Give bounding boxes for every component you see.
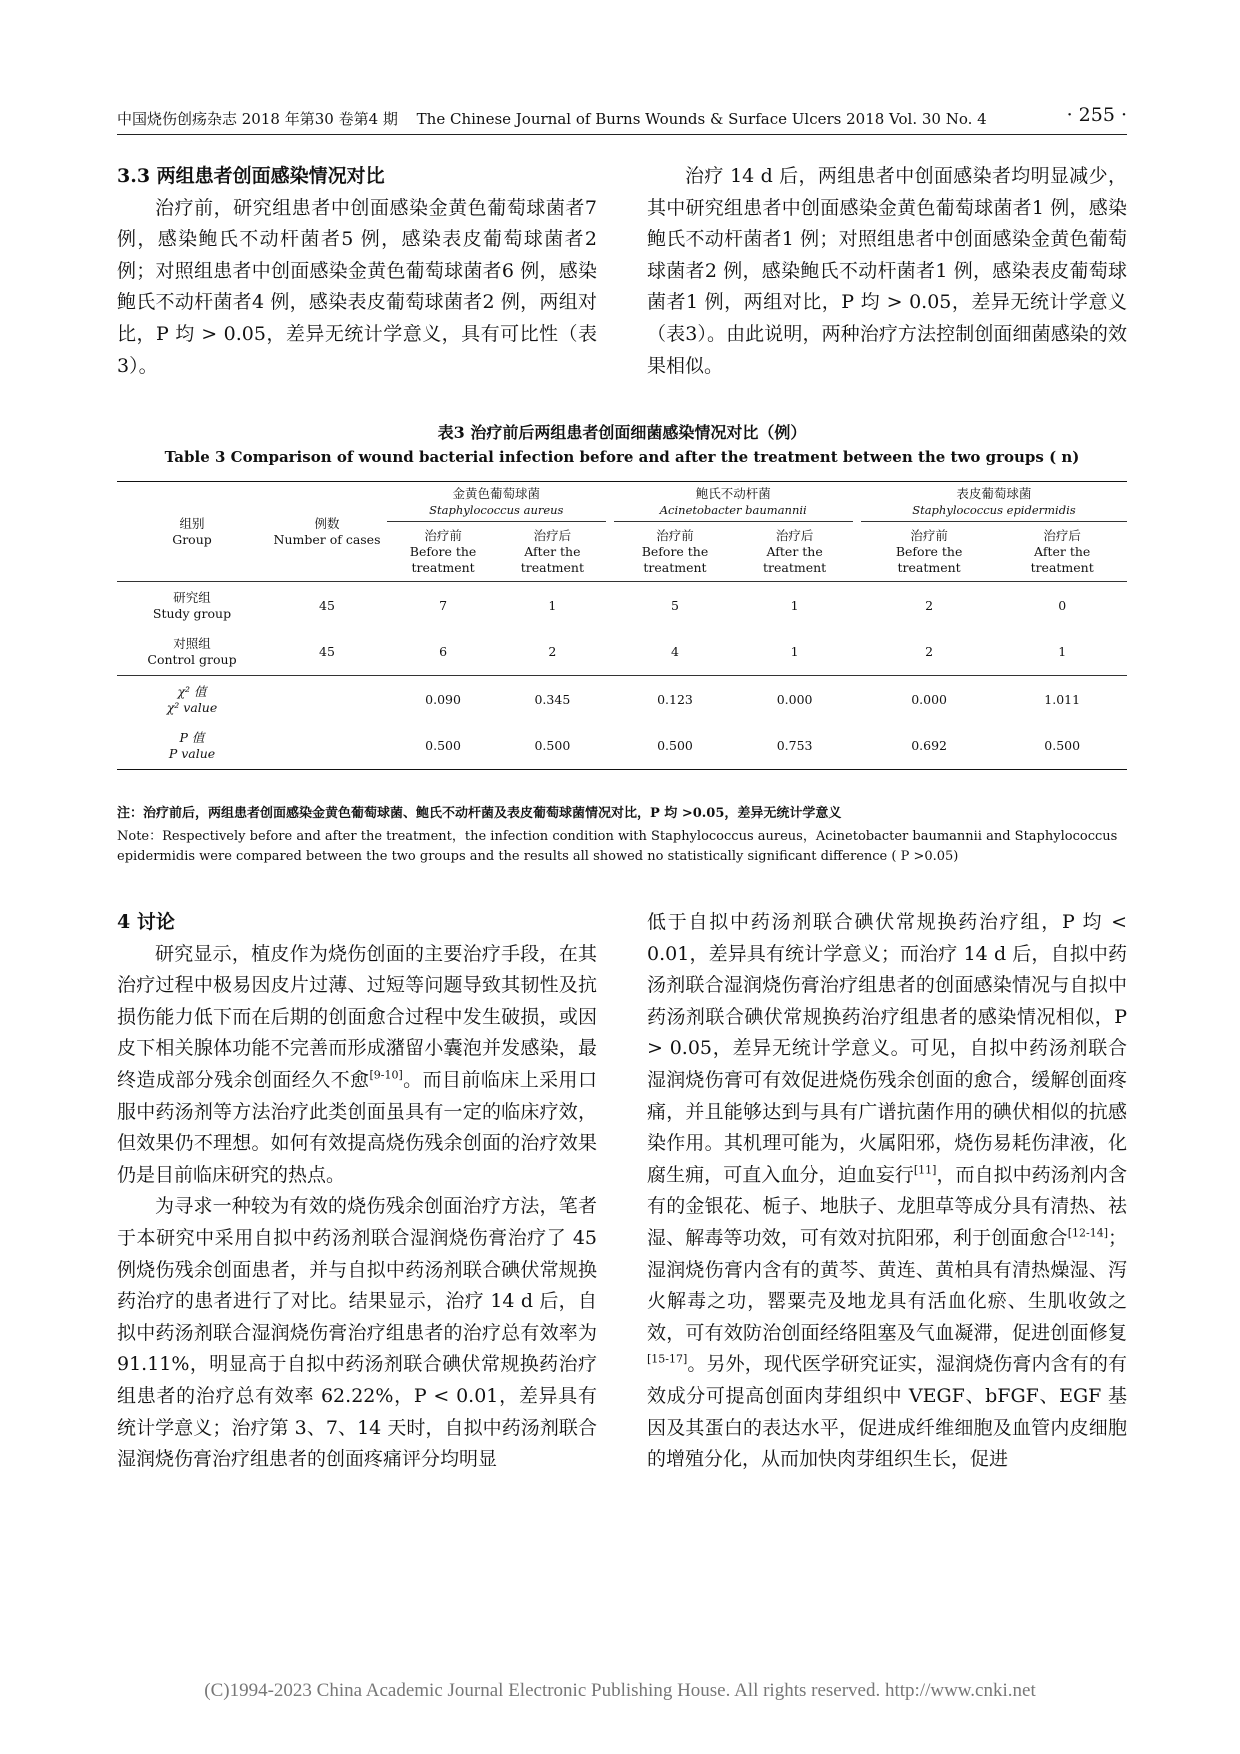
cell: 0.500 [997,724,1127,770]
cell: 7 [439,597,448,613]
cell: 1 [736,630,853,676]
subheader-before: 治疗前 Before the treatment [861,522,997,582]
section-3-3-right [647,161,1127,382]
cell: 0.000 [911,691,947,707]
cell: 0.753 [736,724,853,770]
cell: 0.345 [534,691,571,707]
col-header-cases: 例数 Number of cases [267,482,387,582]
section-3-3-left [117,161,597,382]
subheader-after: 治疗后 After the treatment [499,522,605,582]
table-caption-en: Table 3 Comparison of wound bacterial infection before and after the treatment between the two groups ( n) [164,448,1080,466]
cell: 0.500 [387,724,499,770]
cell: 0.123 [657,691,693,707]
journal-title-en: The Chinese Journal of Burns Wounds & Surface Ulcers 2018 Vol. 30 No. 4 [416,110,987,128]
cell: 1 [548,597,557,613]
cell: 2 [499,630,605,676]
cell: 0.500 [614,724,737,770]
row-label: 对照组 Control group [117,630,267,676]
col-header-staph-aureus: 金黄色葡萄球菌 Staphylococcus aureus [387,482,606,522]
cell: 5 [671,597,679,613]
cell: 6 [387,630,499,676]
cell [267,676,387,724]
section-3-3-para-1: 治疗前，研究组患者中创面感染金黄色葡萄球菌者7 例，感染鲍氏不动杆菌者5 例，感染表皮葡萄球菌者2 例；对照组患者中创面感染金黄色葡萄球菌者6 例，感染鲍氏不动杆菌者4 例，感染表皮葡萄球菌者2 例，两组对比，P 均 > 0.05，差异无统计学意义，具有可比性（表3）。 [117,196,597,377]
cell [267,724,387,770]
citation: [9-10] [369,1068,403,1082]
section-4-right [647,907,1127,1476]
subheader-before: 治疗前 Before the treatment [387,522,499,582]
cell: 0.500 [499,724,605,770]
cell: 1 [997,630,1127,676]
section-4-heading: 4 讨论 [117,911,175,933]
copyright-footer: (C)1994-2023 China Academic Journal Electronic Publishing House. All rights reserved. http://www.cnki.net [204,1680,1036,1701]
row-label: χ² 值 χ² value [166,683,218,715]
col-header-acinetobacter: 鲍氏不动杆菌 Acinetobacter baumannii [614,482,853,522]
table-row [117,676,1127,724]
discussion-para-1: 研究显示，植皮作为烧伤创面的主要治疗手段，在其治疗过程中极易因皮片过薄、过短等问题导致其韧性及抗损伤能力低下而在后期的创面愈合过程中发生破损，或因皮下相关腺体功能不完善而形成潴留小囊泡并发感染，最终造成部分残余创面经久不愈[9-10]。而目前临床上采用口服中药汤剂等方法治疗此类创面虽具有一定的临床疗效，但效果仍不理想。如何有效提高烧伤残余创面的治疗效果仍是目前临床研究的热点。 [117,942,597,1186]
cell: 2 [925,597,934,613]
table-caption-cn: 表3 治疗前后两组患者创面细菌感染情况对比（例） [437,423,807,442]
cell: 1 [790,597,799,613]
col-header-staph-epidermidis: 表皮葡萄球菌 Staphylococcus epidermidis [861,482,1127,522]
col-header-group: 组别 Group [117,482,267,582]
cell: 45 [267,630,387,676]
table-row [117,630,1127,676]
table-3 [117,481,1127,770]
table-note-cn: 注：治疗前后，两组患者创面感染金黄色葡萄球菌、鲍氏不动杆菌及表皮葡萄球菌情况对比，P 均 >0.05，差异无统计学意义 [117,806,842,821]
cell: 2 [861,630,997,676]
subheader-before: 治疗前 Before the treatment [614,522,737,582]
section-4-left [117,907,597,1476]
cell: 45 [319,597,335,613]
table-row [117,582,1127,630]
discussion-para-3: 低于自拟中药汤剂联合碘伏常规换药治疗组，P 均 < 0.01，差异具有统计学意义；而治疗 14 d 后，自拟中药汤剂联合湿润烧伤膏治疗组患者的创面感染情况与自拟中药汤剂联合碘伏常规换药治疗组患者的感染情况相似，P > 0.05，差异无统计学意义。可见，自拟中药汤剂联合湿润烧伤膏可有效促进烧伤残余创面的愈合，缓解创面疼痛，并且能够达到与具有广谱抗菌作用的碘伏相似的抗感染作用。其机理可能为，火属阳邪，烧伤易耗伤津液，化腐生痈，可直入血分，迫血妄行[11]，而自拟中药汤剂内含有的金银花、栀子、地肤子、龙胆草等成分具有清热、祛湿、解毒等功效，可有效对抗阳邪，利于创面愈合[12-14]；湿润烧伤膏内含有的黄芩、黄连、黄柏具有清热燥湿、泻火解毒之功，罂粟壳及地龙具有活血化瘀、生肌收敛之效，可有效防治创面经络阻塞及气血凝滞，促进创面修复[15-17]。另外，现代医学研究证实，湿润烧伤膏内含有的有效成分可提高创面肉芽组织中 VEGF、bFGF、EGF 基因及其蛋白的表达水平，促进成纤维细胞及血管内皮细胞的增殖分化，从而加快肉芽组织生长，促进 [647,911,1127,1471]
discussion-para-2: 为寻求一种较为有效的烧伤残余创面治疗方法，笔者于本研究中采用自拟中药汤剂联合湿润烧伤膏治疗了 45 例烧伤残余创面患者，并与自拟中药汤剂联合碘伏常规换药治疗的患者进行了对比。结果显示，治疗 14 d 后，自拟中药汤剂联合湿润烧伤膏治疗组患者的治疗总有效率为 91.11%，明显高于自拟中药汤剂联合碘伏常规换药治疗组患者的治疗总有效率 62.22%，P < 0.01，差异具有统计学意义；治疗第 3、7、14 天时，自拟中药汤剂联合湿润烧伤膏治疗组患者的创面疼痛评分均明显 [117,1195,597,1471]
cell: 0.000 [776,691,813,707]
table-note-en: Note：Respectively before and after the treatment，the infection condition with Staphylococcus aureus，Acinetobacter baumannii and Staphylococcus epidermidis were compared between the two groups and the results all showed no statistically significant difference ( P >0.05) [117,829,1118,864]
subheader-after: 治疗后 After the treatment [736,522,853,582]
cell: 4 [614,630,737,676]
table-row [117,724,1127,770]
section-3-3-heading: 3.3 两组患者创面感染情况对比 [117,165,385,187]
citation: [12-14] [1067,1226,1108,1240]
page-number: · 255 · [1066,104,1127,126]
cell: 0.692 [861,724,997,770]
cell: 1.011 [1044,691,1081,707]
header-rule [117,134,1127,135]
row-label: 研究组 Study group [152,589,232,621]
section-3-3-para-2: 治疗 14 d 后，两组患者中创面感染者均明显减少，其中研究组患者中创面感染金黄色葡萄球菌者1 例，感染鲍氏不动杆菌者1 例；对照组患者中创面感染金黄色葡萄球菌者2 例，感染鲍氏不动杆菌者1 例，感染表皮葡萄球菌者1 例，两组对比，P 均 > 0.05，差异无统计学意义（表3）。由此说明，两种治疗方法控制创面细菌感染的效果相似。 [647,165,1127,377]
cell: 0.090 [425,691,461,707]
citation: [15-17] [647,1352,688,1366]
citation: [11] [913,1163,937,1177]
row-label: P 值 P value [117,724,267,770]
journal-title-cn: 中国烧伤创疡杂志 2018 年第30 卷第4 期 [117,110,398,128]
running-header [117,104,1127,129]
cell: 0 [1058,597,1067,613]
subheader-after: 治疗后 After the treatment [997,522,1127,582]
